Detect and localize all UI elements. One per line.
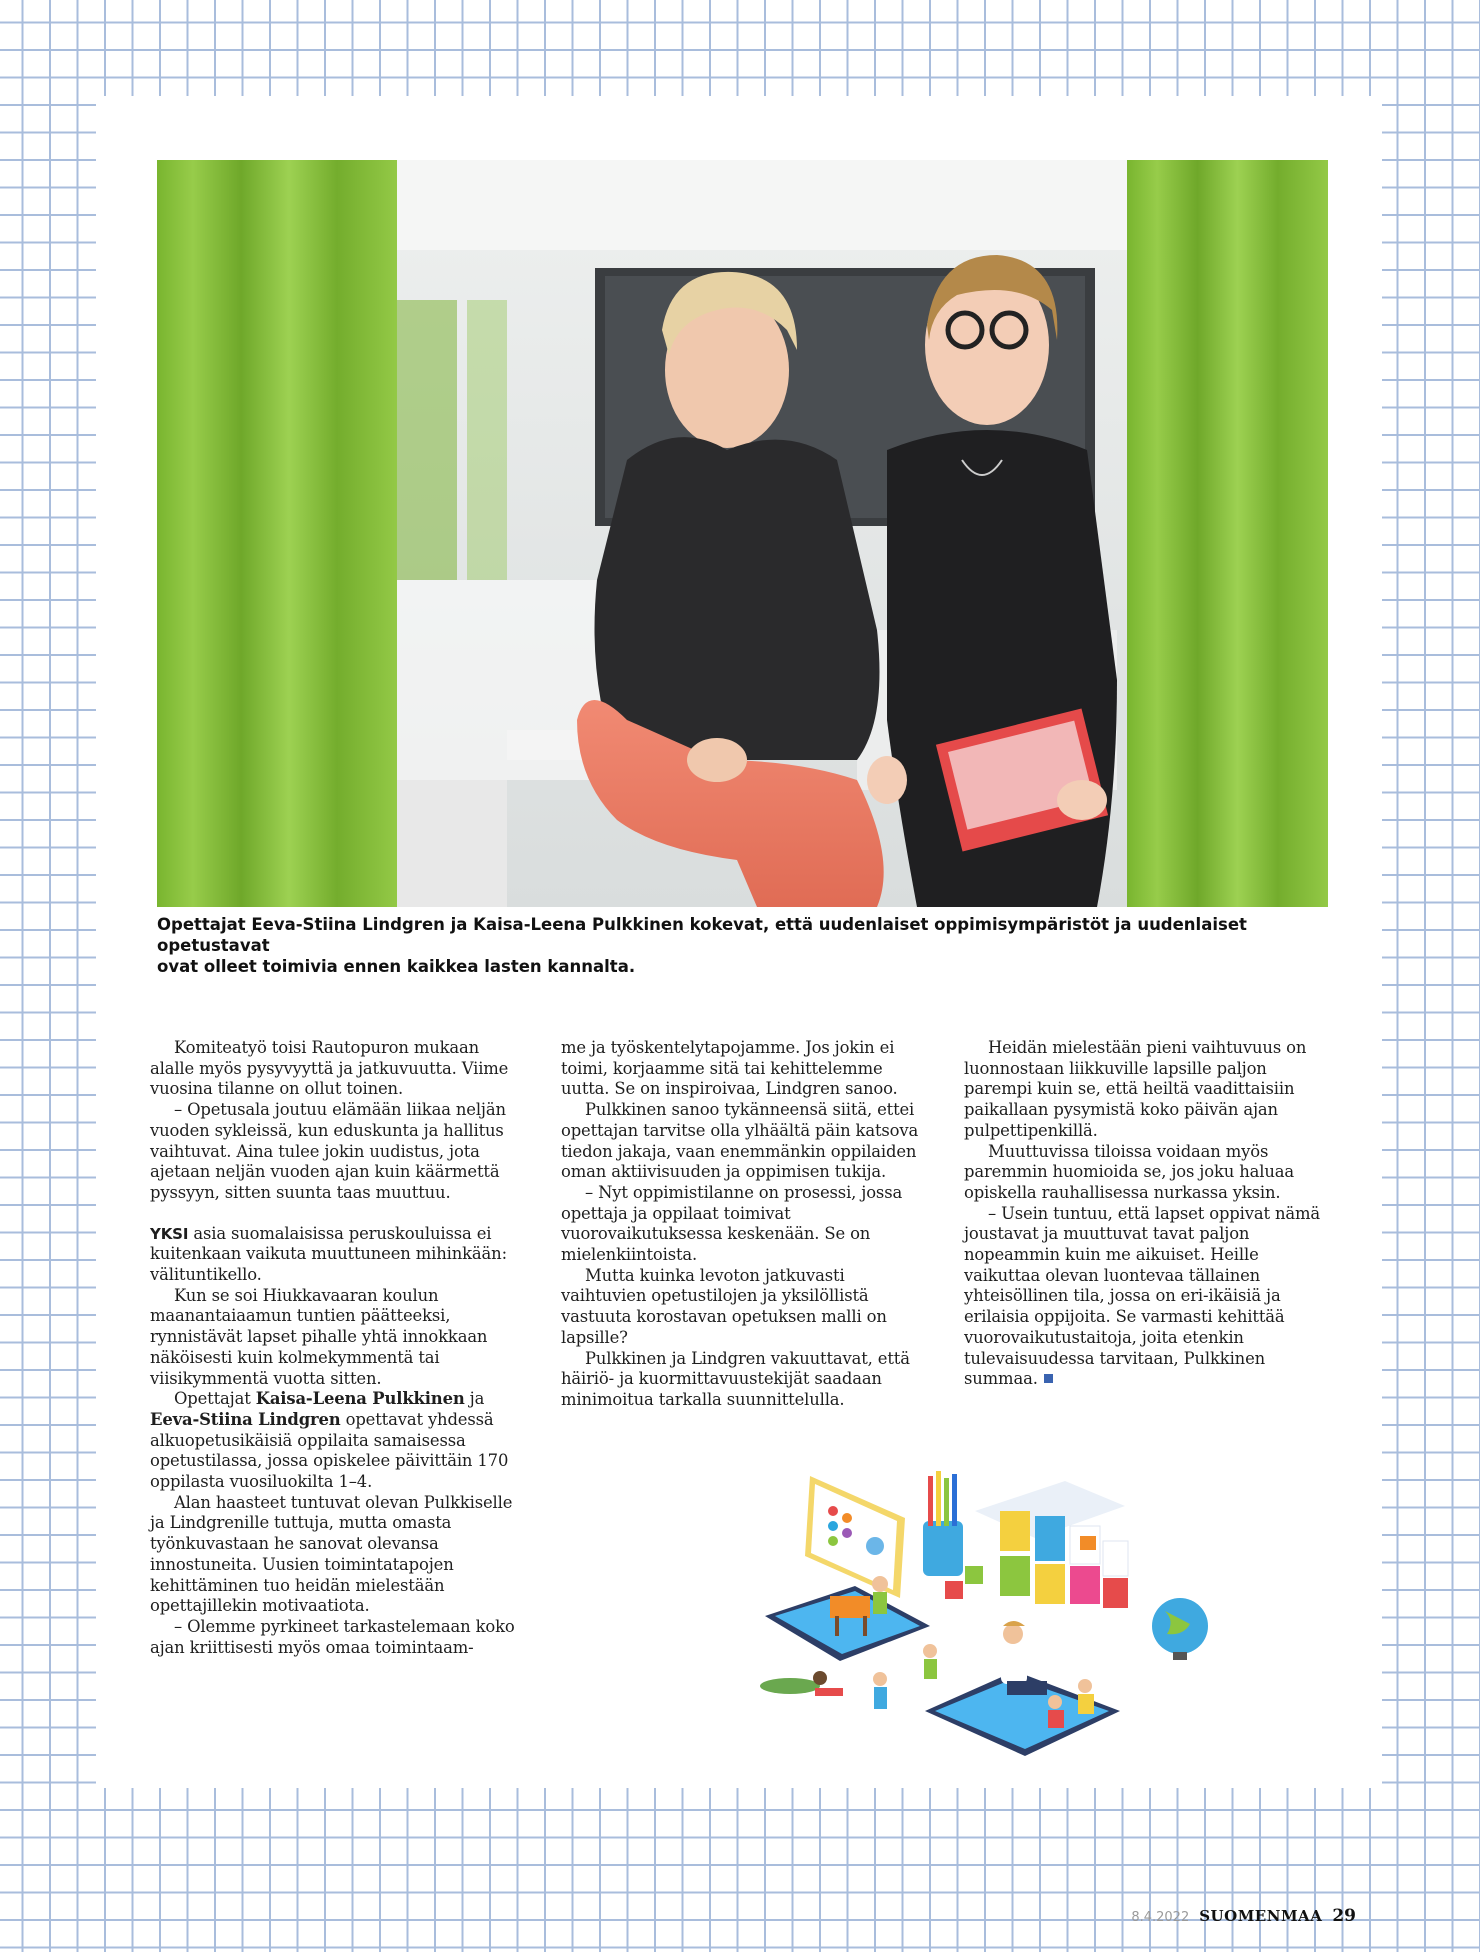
paragraph-text: – Usein tuntuu, että lapset oppivat nämä joustavat ja muuttuvat tavat paljon nopeammin kuin me aikuiset. Heille vaikuttaa olevan luontevaa tällainen yhteisöllinen tila, jossa on eri-ikäisiä ja erilaisia oppijoita. Se varmasti kehittää vuorovaikutustaitoja, joita etenkin tulevaisuudessa tarvitaan, Pulkkinen summaa. [964, 1203, 1320, 1389]
paragraph: – Opetusala joutuu elämään liikaa neljän vuoden sykleissä, kun eduskunta ja hallitus vaihtuvat. Aina tulee jokin uudistus, jota ajetaan neljän vuoden ajan kuin käärmettä pyssyyn, sitten suunta taas muuttuu. [150, 1100, 506, 1202]
paragraph [150, 1389, 522, 1493]
end-mark-icon [1044, 1374, 1053, 1383]
magazine-name: SUOMENMAA [1199, 1907, 1323, 1925]
shelf-unit [975, 1481, 1128, 1608]
article-photo [157, 160, 1328, 907]
lead-word: YKSI [150, 1224, 189, 1243]
issue-date: 8.4.2022 [1131, 1910, 1190, 1925]
paragraph: Muuttuvissa tiloissa voidaan myös paremmin huomioida se, jos joku haluaa opiskella rauhallisessa nurkassa yksin. [964, 1141, 1294, 1202]
person-name: Kaisa-Leena Pulkkinen [255, 1389, 465, 1409]
article-column-1 [150, 1038, 522, 1658]
paragraph: Kun se soi Hiukkavaaran koulun maanantaiaamun tuntien päätteeksi, rynnistävät lapset pihalle yhtä innokkaan näköisesti kuin kolmekymmentä tai viisikymmentä vuotta sitten. [150, 1285, 488, 1388]
paragraph-text: Opettajat [174, 1389, 256, 1409]
paragraph: Alan haasteet tuntuvat olevan Pulkkiselle ja Lindgrenille tuttuja, mutta omasta työnkuvastaan he sanovat olevansa innostuneita. Uusien toimintatapojen kehittäminen tuo heidän mielestään opettajillekin motivaatiota. [150, 1492, 513, 1616]
page-number: 29 [1332, 1906, 1356, 1926]
paragraph: – Olemme pyrkineet tarkastelemaan koko ajan kriittisesti myös omaa toimintaam- [150, 1616, 515, 1657]
paragraph: – Nyt oppimistilanne on prosessi, jossa opettaja ja oppilaat toimivat vuorovaikutuksessa keskenään. Se on mielenkiintoista. [561, 1182, 903, 1265]
person-name: Eeva-Stiina Lindgren [150, 1409, 341, 1429]
paragraph: Pulkkinen sanoo tykänneensä siitä, ettei opettajan tarvitse olla ylhäältä päin katsova tiedon jakaja, vaan enemmänkin oppilaiden oman aktiivisuuden ja oppimisen tukija. [561, 1100, 919, 1182]
paragraph: me ja työskentelytapojamme. Jos jokin ei toimi, korjaamme sitä tai kehittelemme uutta. Se on inspiroivaa, Lindgren sanoo. [561, 1038, 898, 1099]
page-footer [1131, 1906, 1356, 1928]
paragraph-section-start [150, 1224, 522, 1286]
easel-board [805, 1476, 905, 1598]
classroom-illustration [735, 1466, 1225, 1796]
paragraph: Komiteatyö toisi Rautopuron mukaan alalle myös pysyvyyttä ja jatkuvuutta. Viime vuosina tilanne on ollut toinen. [150, 1038, 509, 1099]
paragraph [964, 1204, 1322, 1390]
paragraph: Heidän mielestään pieni vaihtuvuus on luonnostaan liikkuville lapsille paljon parempi kuin se, että heiltä vaadittaisiin paikallaan pysymistä koko päivän ajan pulpettipenkillä. [964, 1038, 1307, 1140]
paragraph: Mutta kuinka levoton jatkuvasti vaihtuvien opetustilojen ja yksilöllistä vastuuta korostavan opetuksen malli on lapsille? [561, 1265, 887, 1347]
paragraph-text: opettavat yhdessä alkuopetusikäisiä oppilaita samaisessa opetustilassa, jossa opiskelee päivittäin 170 oppilasta vuosiluokilta 1–4. [150, 1409, 509, 1492]
article-column-3 [964, 1038, 1322, 1390]
caption-line-2: ovat olleet toimivia ennen kaikkea lasten kannalta. [157, 957, 636, 976]
paragraph-text: ja [464, 1389, 485, 1409]
article-column-2 [561, 1038, 933, 1411]
photo-caption [157, 914, 1328, 977]
paragraph: Pulkkinen ja Lindgren vakuuttavat, että häiriö- ja kuormittavuustekijät saadaan minimoitua tarkalla suunnittelulla. [561, 1348, 910, 1409]
caption-line-1: Opettajat Eeva-Stiina Lindgren ja Kaisa-Leena Pulkkinen kokevat, että uudenlaiset oppimisympäristöt ja uudenlaiset opetustavat [157, 915, 1247, 955]
paragraph-text: asia suomalaisissa peruskouluissa ei kuitenkaan vaikuta muuttuneen mihinkään: välituntikello. [150, 1223, 507, 1285]
